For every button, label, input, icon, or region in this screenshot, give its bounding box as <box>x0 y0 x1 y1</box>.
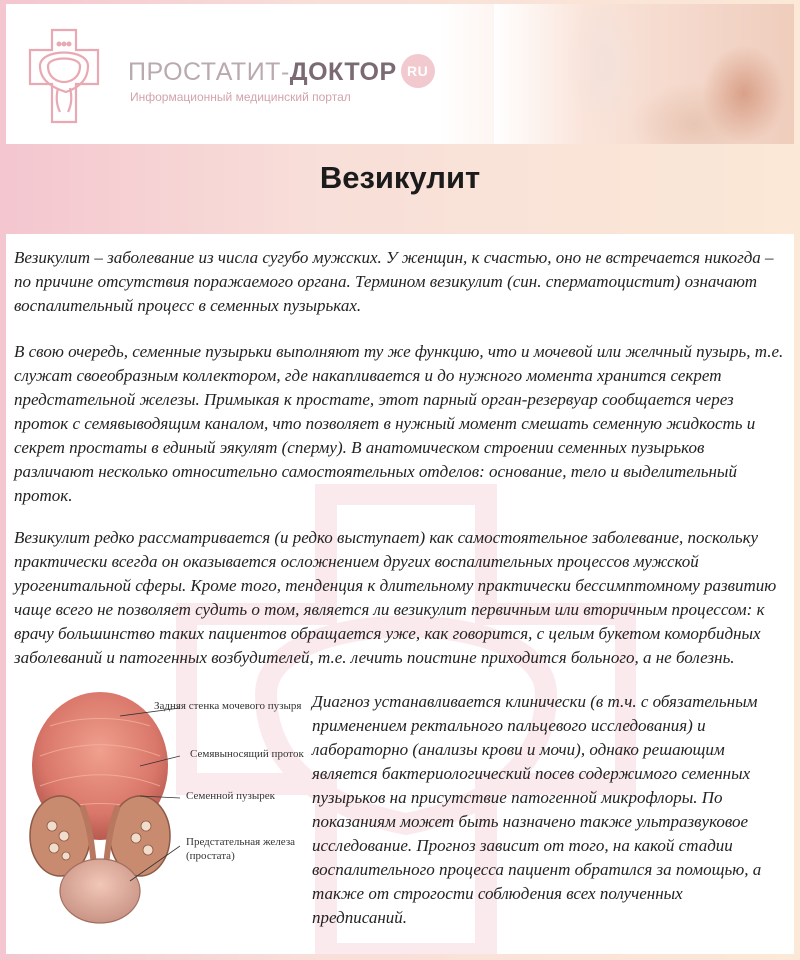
label-prostate-alt: (простата) <box>186 850 235 862</box>
label-prostate: Предстательная железа <box>186 836 296 848</box>
label-bladder-wall: Задняя стенка мочевого пузыря <box>154 700 302 712</box>
site-tagline: Информационный медицинский портал <box>130 90 351 104</box>
label-vas-deferens: Семявыносящий проток <box>190 748 304 760</box>
brand-ru-badge: RU <box>401 54 435 88</box>
paragraph-intro: Везикулит – заболевание из числа сугубо мужских. У женщин, к счастью, оно не встречается никогда – по причине отсутствия поражаемого органа. Термином везикулит (син. сперматоцистит) означают воспалительный процесс в семенных пузырьках. <box>14 248 774 315</box>
site-header <box>6 4 794 144</box>
label-seminal-vesicle: Семенной пузырек <box>186 790 275 802</box>
brand-dark-text: ДОКТОР <box>289 58 397 86</box>
paragraph-function: В свою очередь, семенные пузырьки выполняют ту же функцию, что и мочевой или желчный пузырь, т.е. служат своеобразным коллектором, где накапливается и до нужного момента хранится секрет предстательной железы. Примыкая к простате, этот парный орган-резервуар сообщается через проток с семявыводящим каналом, что позволяет в нужный момент смешать семенную жидкость и секрет простаты в единый эякулят (сперму). В анатомическом строении семенных пузырьков различают несколько относительно самостоятельных отделов: основание, тело и выделительный проток. <box>14 342 784 505</box>
header-photo <box>494 4 794 144</box>
anatomy-illustration <box>20 686 310 946</box>
anatomy-drawing <box>20 686 180 936</box>
prostate-shape <box>60 859 140 923</box>
site-brand[interactable] <box>128 54 435 88</box>
paragraph-complication: Везикулит редко рассматривается (и редко выступает) как самостоятельное заболевание, поскольку практически всегда он оказывается осложнением других воспалительных процессов мужской урогенитальной сферы. Кроме того, тенденция к длительному практически бессимптомному развитию чаще всего не позволяет судить о том, является ли везикулит первичным или вторичным процессом: к врачу большинство таких пациентов обращается уже, как говорится, с целым букетом коморбидных заболеваний и патогенных возбудителей, т.е. лечить поистине приходится больного, а не болезнь. <box>14 528 777 667</box>
brand-light-text: ПРОСТАТИТ- <box>128 58 290 86</box>
article-body <box>6 234 794 954</box>
prostate-cross-logo-icon[interactable] <box>26 26 102 126</box>
page-title: Везикулит <box>319 160 481 195</box>
paragraph-diagnosis: Диагноз устанавливается клинически (в т.ч. с обязательным применением ректального пальцевого исследования) и лабораторно (анализы крови и мочи), однако решающим является бактериологический посев содержимого семенных пузырьков на присутствие патогенной микрофлоры. По показаниям может быть назначено также ультразвуковое исследование. Прогноз зависит от того, на какой стадии воспалительного процесса пациент обратился за помощью, а также от строгости соблюдения всех полученных предписаний. <box>312 692 762 927</box>
